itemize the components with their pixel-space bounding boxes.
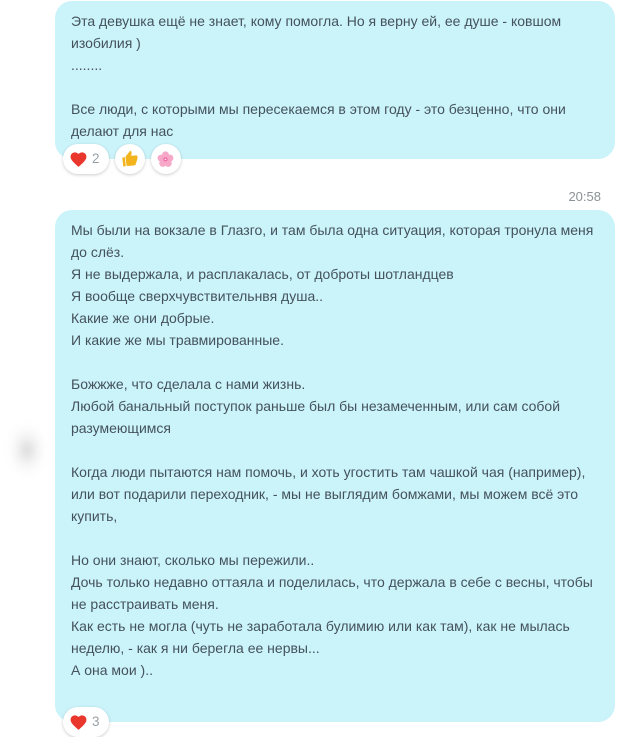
message-line: Все люди, с которыми мы пересекаемся в этом году - это безценно, что они делают для нас (71, 101, 566, 139)
reaction-count: 2 (92, 151, 100, 166)
message-line: Но они знают, сколько мы пережили.. (71, 552, 315, 568)
reaction-thumbs-up[interactable] (115, 144, 145, 174)
reaction-cherry-blossom[interactable] (151, 144, 181, 174)
message-line: Любой банальный поступок раньше был бы незамеченным, или сам собой разумеющимся (71, 398, 561, 436)
reaction-heart[interactable] (63, 707, 109, 737)
message-line: Я вообще сверхчувствительнвя душа.. (71, 288, 324, 304)
message-line: Мы были на вокзале в Глазго, и там была одна ситуация, которая тронула меня до слёз. (71, 222, 594, 260)
reactions-row (63, 707, 109, 737)
heart-icon (69, 713, 88, 732)
message-line (71, 439, 599, 461)
message-line: Дочь только недавно оттаяла и поделилась, что держала в себе с весны, чтобы не расстраивать меня. (71, 574, 593, 612)
message-line (71, 527, 599, 549)
message-row (55, 1, 615, 166)
message-line: Когда люди пытаются нам помочь, и хоть угостить там чашкой чая (например), или вот подарили переходник, - мы не выглядим бомжами, мы можем всё это купить, (71, 464, 586, 524)
message-row (55, 210, 615, 729)
reaction-count: 3 (92, 714, 100, 729)
cherry-blossom-icon (156, 150, 175, 169)
message-line: ........ (71, 57, 103, 73)
heart-icon (69, 150, 88, 169)
message-line (71, 76, 599, 98)
message-line: Как есть не могла (чуть не заработала булимию или как там), как не мылась неделю, - как я ни берегла ее нервы... (71, 618, 570, 656)
message-text (71, 10, 599, 142)
message-line: Эта девушка ещё не знает, кому помогла. Но я верну ей, ее душе - ковшом изобилия ) (71, 13, 562, 51)
message-line: Божжже, что сделала с нами жизнь. (71, 376, 306, 392)
thumbs-up-icon (121, 150, 139, 168)
message-line: И какие же мы травмированные. (71, 332, 284, 348)
message-line (71, 351, 599, 373)
timestamp-label: 20:58 (568, 189, 601, 204)
message-line: А она мои ).. (71, 662, 153, 678)
message-bubble[interactable] (55, 1, 615, 166)
reaction-heart[interactable] (63, 144, 109, 174)
reactions-row (63, 144, 181, 174)
message-line: Я не выдержала, и расплакалась, от доброты шотландцев (71, 266, 454, 282)
message-bubble[interactable] (55, 210, 615, 729)
message-text (71, 219, 599, 681)
message-line: Какие же они добрые. (71, 310, 215, 326)
